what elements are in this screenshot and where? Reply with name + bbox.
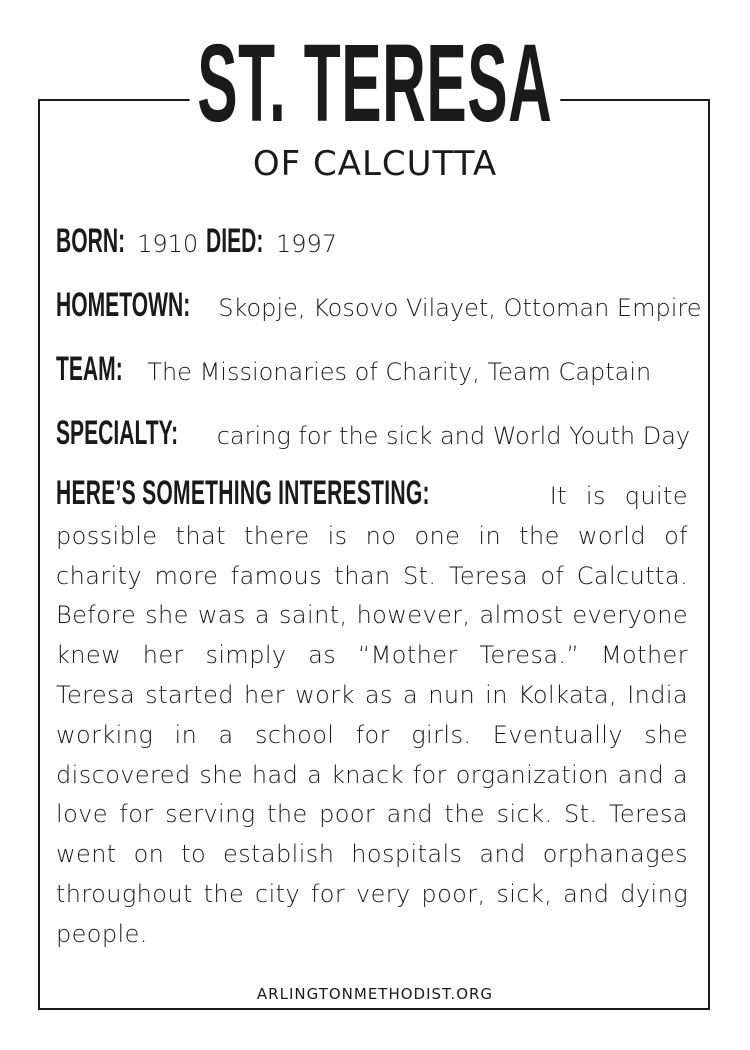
hometown-row — [56, 286, 702, 325]
specialty-row — [56, 416, 696, 453]
page-title: ST. TERESA — [190, 34, 561, 134]
interesting-paragraph — [56, 474, 688, 955]
page-subtitle: OF CALCUTTA — [252, 144, 498, 184]
born-label: BORN: — [56, 222, 126, 260]
footer-site[interactable]: ARLINGTONMETHODIST.ORG — [256, 985, 494, 1003]
born-value: 1910 — [137, 230, 199, 258]
team-row — [56, 352, 696, 389]
specialty-label: SPECIALTY: — [56, 414, 179, 452]
team-label: TEAM: — [56, 350, 123, 388]
team-value: The Missionaries of Charity, Team Captain — [147, 358, 652, 386]
specialty-value: caring for the sick and World Youth Day — [216, 422, 691, 450]
hometown-value: Skopje, Kosovo Vilayet, Ottoman Empire — [218, 294, 702, 322]
interesting-label: HERE’S SOMETHING INTERESTING: — [56, 474, 430, 512]
title-block — [0, 22, 750, 145]
interesting-text: It is quite possible that there is no one in the world of charity more famous than St. Teresa of Calcutta. Before she was a saint, however, almost everyone knew her simply as “Mother Teresa.” Mother Teresa started her work as a nun in Kolkata, India working in a school for girls. Eventually she discovered she had a knack for organization and a love for serving the poor and the sick. St. Teresa went on to establish hospitals and orphanages throughout the city for very poor, sick, and dying people. — [56, 482, 688, 948]
died-value: 1997 — [276, 230, 338, 258]
died-label: DIED: — [205, 222, 264, 260]
born-died-row — [56, 224, 696, 261]
hometown-label: HOMETOWN: — [56, 286, 191, 324]
